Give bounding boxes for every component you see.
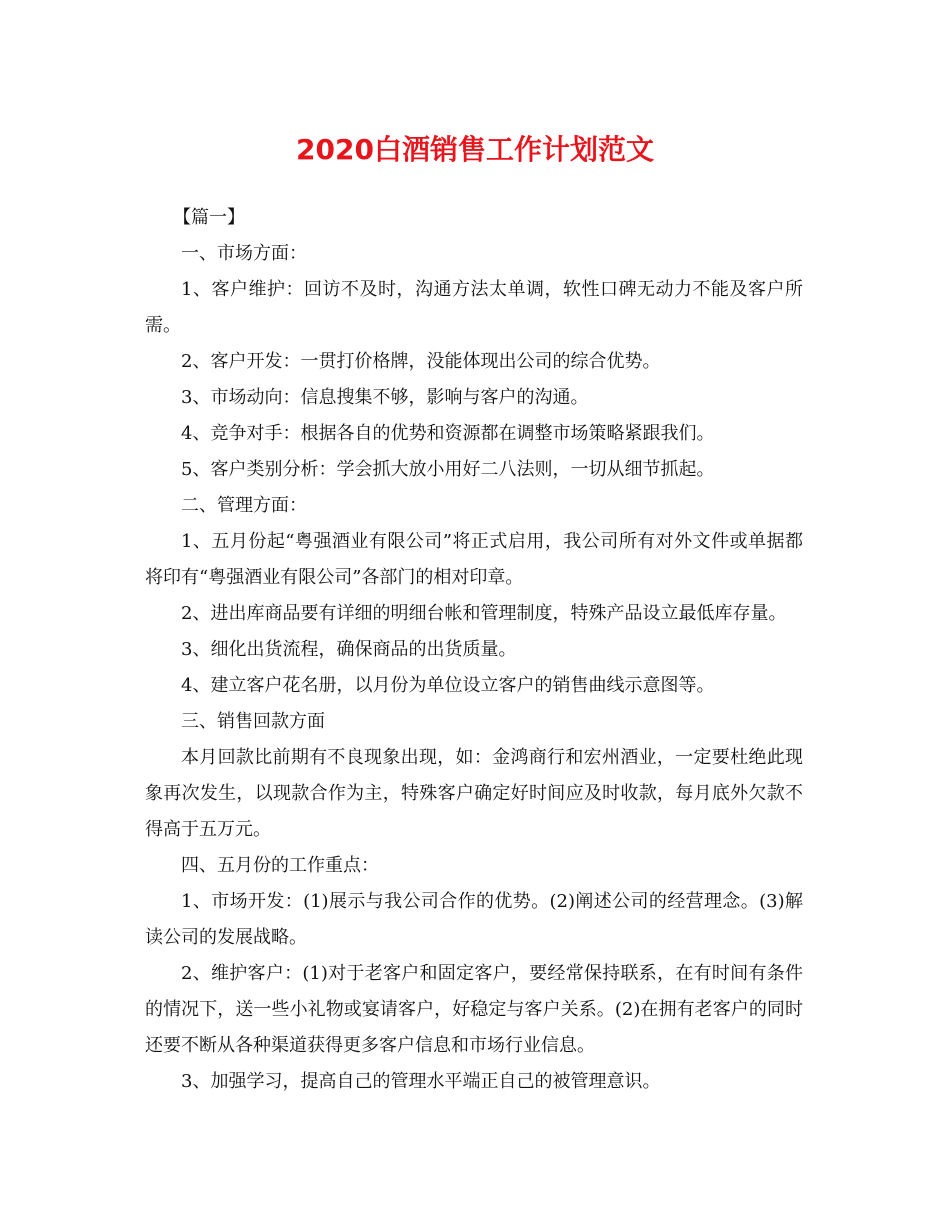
paragraph: 5、客户类别分析：学会抓大放小用好二八法则，一切从细节抓起。 [181, 459, 715, 480]
paragraph: 本月回款比前期有不良现象出现，如：金鸿商行和宏州酒业，一定要杜绝此现象再次发生，以现款合作为主，特殊客户确定好时间应及时收款，每月底外欠款不得高于五万元。 [145, 747, 803, 840]
document-title: 2020白酒销售工作计划范文 [296, 133, 654, 166]
paragraph: 2、进出库商品要有详细的明细台帐和管理制度，特殊产品设立最低库存量。 [181, 603, 787, 624]
paragraph: 1、市场开发：(1)展示与我公司合作的优势。(2)阐述公司的经营理念。(3)解读公司的发展战略。 [145, 891, 803, 948]
section-heading: 三、销售回款方面 [181, 711, 325, 732]
section-heading: 二、管理方面： [181, 495, 307, 516]
paragraph: 2、客户开发：一贯打价格牌，没能体现出公司的综合优势。 [181, 351, 661, 372]
section-heading: 一、市场方面： [181, 243, 307, 264]
paragraph: 3、加强学习，提高自己的管理水平端正自己的被管理意识。 [181, 1071, 661, 1092]
section-heading: 【篇一】 [173, 207, 245, 228]
paragraph: 1、客户维护：回访不及时，沟通方法太单调，软性口碑无动力不能及客户所需。 [145, 279, 803, 336]
paragraph: 4、竞争对手：根据各自的优势和资源都在调整市场策略紧跟我们。 [181, 423, 715, 444]
paragraph: 1、五月份起“粤强酒业有限公司”将正式启用，我公司所有对外文件或单据都将印有“粤强酒业有限公司”各部门的相对印章。 [145, 531, 803, 588]
section-heading: 四、五月份的工作重点： [181, 855, 379, 876]
paragraph: 4、建立客户花名册，以月份为单位设立客户的销售曲线示意图等。 [181, 675, 715, 696]
document-body [145, 200, 803, 1100]
paragraph: 3、细化出货流程，确保商品的出货质量。 [181, 639, 517, 660]
paragraph: 3、市场动向：信息搜集不够，影响与客户的沟通。 [181, 387, 589, 408]
paragraph: 2、维护客户：(1)对于老客户和固定客户，要经常保持联系，在有时间有条件的情况下，送一些小礼物或宴请客户，好稳定与客户关系。(2)在拥有老客户的同时还要不断从各种渠道获得更多客户信息和市场行业信息。 [145, 963, 803, 1056]
